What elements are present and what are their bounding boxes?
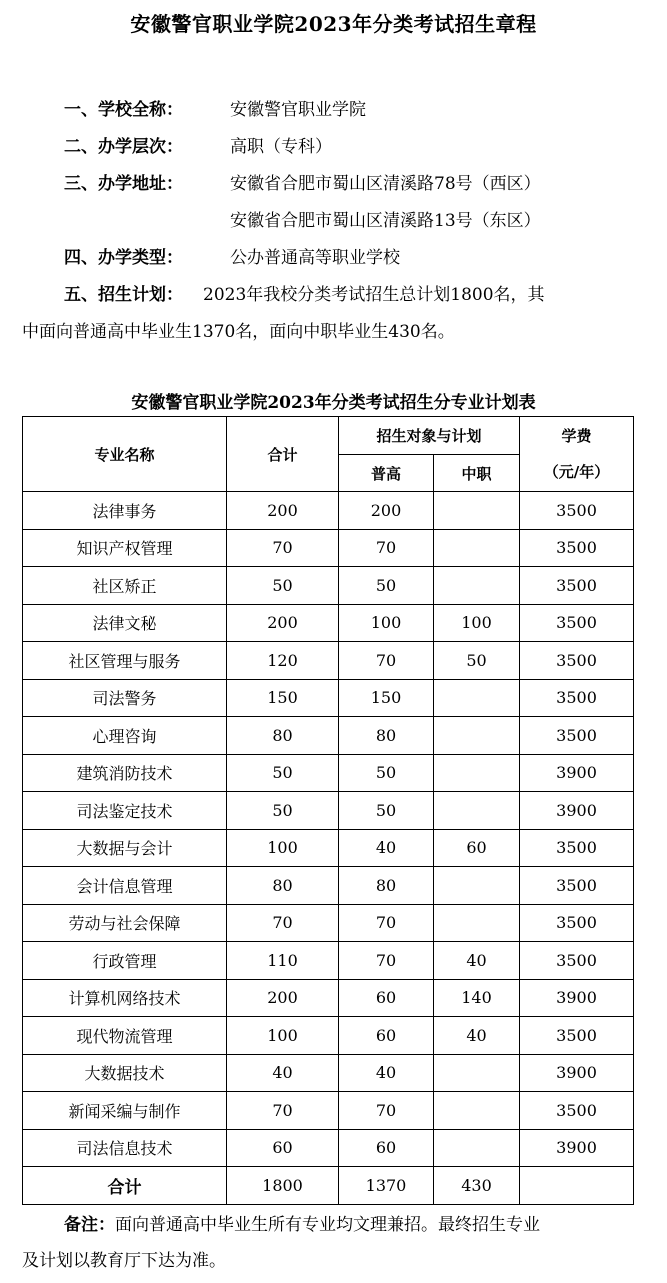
cell-total: 200 [227, 979, 339, 1017]
cell-vocational [434, 867, 520, 905]
info-row-type [0, 240, 667, 277]
cell-general: 70 [339, 529, 434, 567]
cell-vocational: 40 [434, 942, 520, 980]
cell-total: 50 [227, 792, 339, 830]
cell-total: 60 [227, 1129, 339, 1167]
table-row [23, 1054, 634, 1092]
cell-general: 40 [339, 829, 434, 867]
cell-fee: 3500 [520, 717, 634, 755]
cell-fee: 3900 [520, 792, 634, 830]
cell-major: 司法鉴定技术 [23, 792, 227, 830]
header-fee-line1: 学费 [561, 427, 592, 445]
table-row [23, 904, 634, 942]
total-label: 合计 [23, 1167, 227, 1205]
cell-total: 80 [227, 717, 339, 755]
cell-total: 150 [227, 679, 339, 717]
info-label: 四、办学类型： [64, 248, 183, 268]
cell-general: 80 [339, 867, 434, 905]
cell-vocational [434, 1092, 520, 1130]
cell-vocational [434, 717, 520, 755]
info-value: 安徽省合肥市蜀山区清溪路13号（东区） [230, 211, 541, 231]
cell-general: 200 [339, 492, 434, 530]
cell-vocational [434, 529, 520, 567]
table-row [23, 754, 634, 792]
header-fee-line2: （元/年） [543, 463, 610, 481]
info-row-full-name [0, 92, 667, 129]
info-label: 三、办学地址： [64, 174, 183, 194]
table-row [23, 979, 634, 1017]
header-fee [520, 417, 634, 492]
total-total: 1800 [227, 1167, 339, 1205]
table-row [23, 567, 634, 605]
table-row [23, 829, 634, 867]
cell-total: 120 [227, 642, 339, 680]
cell-general: 60 [339, 1017, 434, 1055]
cell-vocational [434, 1129, 520, 1167]
cell-major: 大数据与会计 [23, 829, 227, 867]
cell-fee: 3500 [520, 1017, 634, 1055]
cell-major: 大数据技术 [23, 1054, 227, 1092]
info-value: 公办普通高等职业学校 [230, 248, 400, 268]
table-row [23, 942, 634, 980]
cell-vocational [434, 904, 520, 942]
cell-fee: 3900 [520, 1129, 634, 1167]
total-general: 1370 [339, 1167, 434, 1205]
table-row [23, 604, 634, 642]
info-label: 二、办学层次： [64, 137, 183, 157]
cell-major: 社区矫正 [23, 567, 227, 605]
info-row-address-east [0, 203, 667, 240]
cell-vocational [434, 492, 520, 530]
cell-vocational [434, 679, 520, 717]
table-row [23, 792, 634, 830]
info-value: 安徽警官职业学院 [230, 100, 366, 120]
table-row [23, 492, 634, 530]
cell-total: 200 [227, 604, 339, 642]
table-title: 安徽警官职业学院2023年分类考试招生分专业计划表 [131, 393, 536, 413]
cell-major: 建筑消防技术 [23, 754, 227, 792]
cell-general: 50 [339, 754, 434, 792]
info-value: 安徽省合肥市蜀山区清溪路78号（西区） [230, 174, 541, 194]
table-row [23, 679, 634, 717]
cell-total: 100 [227, 829, 339, 867]
cell-fee: 3500 [520, 529, 634, 567]
note-label: 备注： [64, 1215, 115, 1235]
cell-general: 70 [339, 1092, 434, 1130]
cell-fee: 3500 [520, 829, 634, 867]
cell-total: 200 [227, 492, 339, 530]
header-general: 普高 [339, 455, 434, 492]
cell-fee: 3500 [520, 1092, 634, 1130]
plan-line [22, 277, 642, 314]
note-text-2: 及计划以教育厅下达为准。 [22, 1251, 226, 1271]
cell-major: 法律文秘 [23, 604, 227, 642]
cell-general: 100 [339, 604, 434, 642]
cell-vocational: 100 [434, 604, 520, 642]
total-vocational: 430 [434, 1167, 520, 1205]
cell-total: 70 [227, 904, 339, 942]
cell-total: 70 [227, 529, 339, 567]
cell-vocational: 60 [434, 829, 520, 867]
cell-total: 100 [227, 1017, 339, 1055]
total-row [23, 1167, 634, 1205]
info-row-address [0, 166, 667, 203]
cell-vocational [434, 1054, 520, 1092]
cell-general: 70 [339, 642, 434, 680]
header-target: 招生对象与计划 [339, 417, 520, 455]
info-value: 高职（专科） [230, 137, 332, 157]
page-title: 安徽警官职业学院2023年分类考试招生章程 [130, 12, 537, 36]
total-fee [520, 1167, 634, 1205]
cell-fee: 3900 [520, 754, 634, 792]
cell-major: 社区管理与服务 [23, 642, 227, 680]
table-row [23, 717, 634, 755]
cell-fee: 3500 [520, 867, 634, 905]
cell-vocational [434, 754, 520, 792]
plan-text-1: 2023年我校分类考试招生总计划1800名，其 [203, 285, 545, 305]
cell-fee: 3500 [520, 904, 634, 942]
note-text-1: 面向普通高中毕业生所有专业均文理兼招。最终招生专业 [115, 1215, 540, 1235]
cell-fee: 3500 [520, 567, 634, 605]
table-body [23, 492, 634, 1167]
cell-vocational [434, 792, 520, 830]
plan-text-2: 中面向普通高中毕业生1370名，面向中职毕业生430名。 [22, 322, 455, 342]
cell-general: 150 [339, 679, 434, 717]
cell-fee: 3900 [520, 1054, 634, 1092]
cell-total: 50 [227, 567, 339, 605]
cell-fee: 3500 [520, 492, 634, 530]
cell-vocational: 50 [434, 642, 520, 680]
cell-total: 70 [227, 1092, 339, 1130]
cell-general: 40 [339, 1054, 434, 1092]
cell-vocational: 40 [434, 1017, 520, 1055]
cell-general: 60 [339, 1129, 434, 1167]
header-total: 合计 [227, 417, 339, 492]
header-major: 专业名称 [23, 417, 227, 492]
cell-fee: 3500 [520, 642, 634, 680]
cell-total: 110 [227, 942, 339, 980]
cell-fee: 3500 [520, 942, 634, 980]
cell-major: 心理咨询 [23, 717, 227, 755]
cell-major: 知识产权管理 [23, 529, 227, 567]
cell-vocational [434, 567, 520, 605]
plan-label: 五、招生计划： [64, 285, 183, 305]
school-info [0, 92, 667, 277]
enrollment-table [22, 416, 634, 1205]
cell-total: 40 [227, 1054, 339, 1092]
table-row [23, 1092, 634, 1130]
cell-total: 80 [227, 867, 339, 905]
cell-general: 50 [339, 567, 434, 605]
table-row [23, 867, 634, 905]
cell-major: 行政管理 [23, 942, 227, 980]
info-label: 一、学校全称： [64, 100, 183, 120]
cell-fee: 3900 [520, 979, 634, 1017]
header-vocational: 中职 [434, 455, 520, 492]
note [22, 1207, 642, 1279]
cell-major: 法律事务 [23, 492, 227, 530]
cell-major: 计算机网络技术 [23, 979, 227, 1017]
cell-vocational: 140 [434, 979, 520, 1017]
cell-major: 会计信息管理 [23, 867, 227, 905]
info-row-level [0, 129, 667, 166]
cell-general: 70 [339, 942, 434, 980]
table-row [23, 529, 634, 567]
cell-general: 70 [339, 904, 434, 942]
table-row [23, 1017, 634, 1055]
cell-major: 劳动与社会保障 [23, 904, 227, 942]
cell-total: 50 [227, 754, 339, 792]
cell-general: 50 [339, 792, 434, 830]
cell-major: 司法信息技术 [23, 1129, 227, 1167]
cell-major: 新闻采编与制作 [23, 1092, 227, 1130]
cell-major: 现代物流管理 [23, 1017, 227, 1055]
table-row [23, 642, 634, 680]
cell-fee: 3500 [520, 679, 634, 717]
cell-fee: 3500 [520, 604, 634, 642]
cell-general: 60 [339, 979, 434, 1017]
table-row [23, 1129, 634, 1167]
cell-major: 司法警务 [23, 679, 227, 717]
cell-general: 80 [339, 717, 434, 755]
note-line [22, 1207, 642, 1243]
enrollment-plan [22, 277, 642, 351]
